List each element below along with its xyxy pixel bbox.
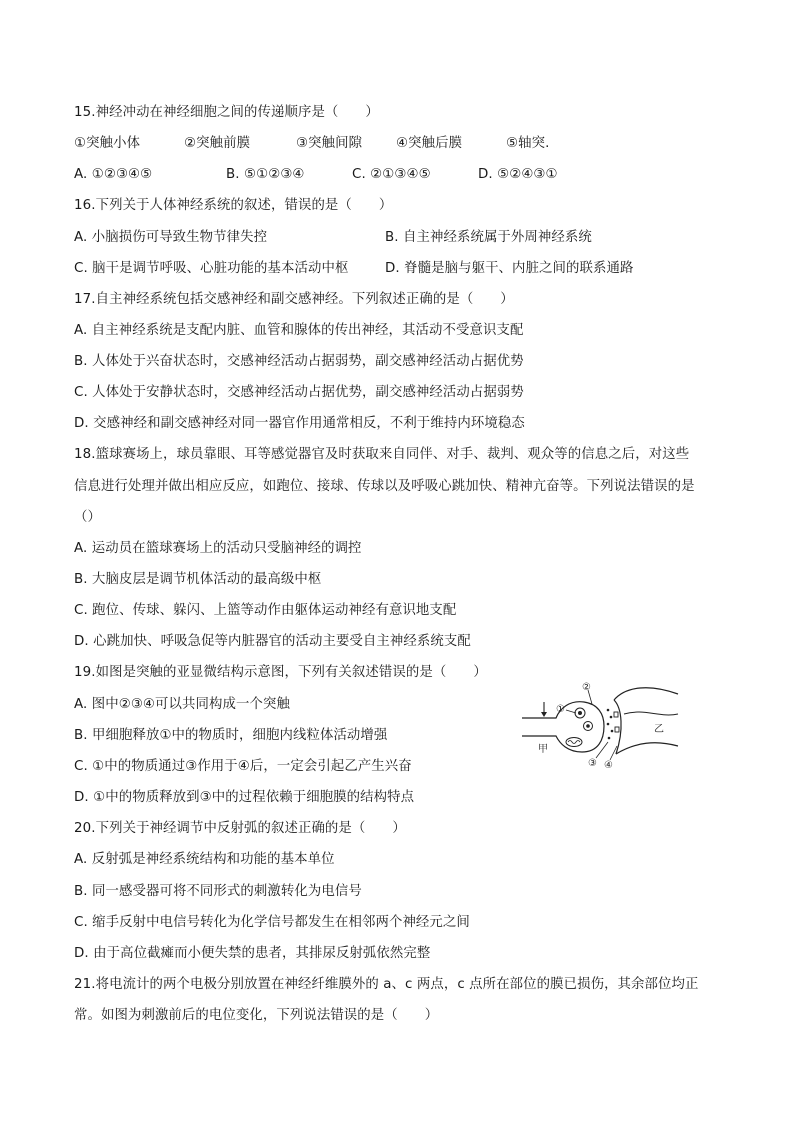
postsynaptic-dendrite [624, 712, 678, 715]
q15-option-c: C. ②①③④⑤ [352, 167, 431, 182]
synapse-svg [520, 680, 680, 770]
transmitter-dot [607, 723, 610, 726]
q15-item: ①突触小体 [74, 136, 141, 151]
q18-stem-line1: 18.篮球赛场上，球员靠眼、耳等感觉器官及时获取来自同伴、对手、裁判、观众等的信息之后，对这些 [74, 447, 690, 462]
q19-option-b: B. 甲细胞释放①中的物质时，细胞内线粒体活动增强 [74, 728, 388, 743]
q15-stem: 15.神经冲动在神经细胞之间的传递顺序是（ ） [74, 105, 379, 120]
q15-option-d: D. ⑤②④③① [478, 167, 558, 182]
q17-option-a: A. 自主神经系统是支配内脏、血管和腺体的传出神经，其活动不受意识支配 [74, 323, 524, 338]
q17-option-b: B. 人体处于兴奋状态时，交感神经活动占据弱势，副交感神经活动占据优势 [74, 354, 524, 369]
transmitter-dot [610, 716, 613, 719]
q18-option-c: C. 跑位、传球、躲闪、上篮等动作由躯体运动神经有意识地支配 [74, 603, 457, 618]
q20-option-c: C. 缩手反射中电信号转化为化学信号都发生在相邻两个神经元之间 [74, 915, 470, 930]
leader-line-1 [566, 710, 576, 713]
receptor [614, 712, 618, 717]
q20-option-b: B. 同一感受器可将不同形式的刺激转化为电信号 [74, 884, 362, 899]
q18-option-d: D. 心跳加快、呼吸急促等内脏器官的活动主要受自主神经系统支配 [74, 634, 471, 649]
q17-stem: 17.自主神经系统包括交感神经和副交感神经。下列叙述正确的是（ ） [74, 292, 514, 307]
mitochondrion-cristae [568, 741, 580, 744]
q16-stem: 16.下列关于人体神经系统的叙述，错误的是（ ） [74, 198, 393, 213]
q19-option-c: C. ①中的物质通过③作用于④后，一定会引起乙产生兴奋 [74, 759, 412, 774]
q15-item: ⑤轴突. [506, 136, 550, 151]
vesicle-core [586, 724, 590, 728]
figure-label-yi: 乙 [654, 724, 664, 735]
q16-option-b: B. 自主神经系统属于外周神经系统 [385, 230, 592, 245]
stimulus-arrow-head [541, 712, 547, 717]
q18-stem-line2: 信息进行处理并做出相应反应，如跑位、接球、传球以及呼吸心跳加快、精神亢奋等。下列说法错误的是 [74, 479, 695, 494]
q19-stem: 19.如图是突触的亚显微结构示意图，下列有关叙述错误的是（ ） [74, 665, 487, 680]
figure-label-3: ③ [588, 758, 597, 769]
q19-option-a: A. 图中②③④可以共同构成一个突触 [74, 697, 290, 712]
figure-label-2: ② [582, 682, 591, 693]
q21-stem-line2: 常。如图为刺激前后的电位变化，下列说法错误的是（ ） [74, 1008, 439, 1023]
postsynaptic-cell-bottom [616, 743, 678, 754]
leader-line-3 [596, 742, 608, 758]
q20-option-a: A. 反射弧是神经系统结构和功能的基本单位 [74, 852, 335, 867]
transmitter-dot [611, 730, 614, 733]
receptor [615, 727, 619, 732]
q17-option-c: C. 人体处于安静状态时，交感神经活动占据优势，副交感神经活动占据弱势 [74, 385, 524, 400]
figure-label-4: ④ [604, 760, 613, 770]
q16-option-c: C. 脑干是调节呼吸、心脏功能的基本活动中枢 [74, 261, 349, 276]
figure-label-jia: 甲 [538, 744, 548, 755]
q18-option-b: B. 大脑皮层是调节机体活动的最高级中枢 [74, 572, 322, 587]
q16-option-a: A. 小脑损伤可导致生物节律失控 [74, 230, 268, 245]
q17-option-d: D. 交感神经和副交感神经对同一器官作用通常相反，不利于维持内环境稳态 [74, 416, 525, 431]
transmitter-dot [608, 737, 611, 740]
q16-option-d: D. 脊髓是脑与躯干、内脏之间的联系通路 [385, 261, 634, 276]
figure-label-1: ① [556, 704, 565, 715]
vesicle-core [578, 711, 582, 715]
q19-option-d: D. ①中的物质释放到③中的过程依赖于细胞膜的结构特点 [74, 790, 415, 805]
q21-stem-line1: 21.将电流计的两个电极分别放置在神经纤维膜外的 a、c 两点，c 点所在部位的膜已损伤，其余部位均正 [74, 977, 699, 992]
q18-option-a: A. 运动员在篮球赛场上的活动只受脑神经的调控 [74, 541, 362, 556]
q15-option-b: B. ⑤①②③④ [226, 167, 305, 182]
q20-option-d: D. 由于高位截瘫而小便失禁的患者，其排尿反射弧依然完整 [74, 946, 431, 961]
q15-item: ②突触前膜 [184, 136, 251, 151]
postsynaptic-cell-top [614, 688, 678, 700]
transmitter-dot [607, 709, 610, 712]
synapse-diagram [520, 680, 680, 770]
q15-item: ③突触间隙 [296, 136, 363, 151]
q18-stem-line3: （） [74, 510, 101, 525]
q15-item: ④突触后膜 [396, 136, 463, 151]
q20-stem: 20.下列关于神经调节中反射弧的叙述正确的是（ ） [74, 821, 406, 836]
q15-option-a: A. ①②③④⑤ [74, 167, 153, 182]
